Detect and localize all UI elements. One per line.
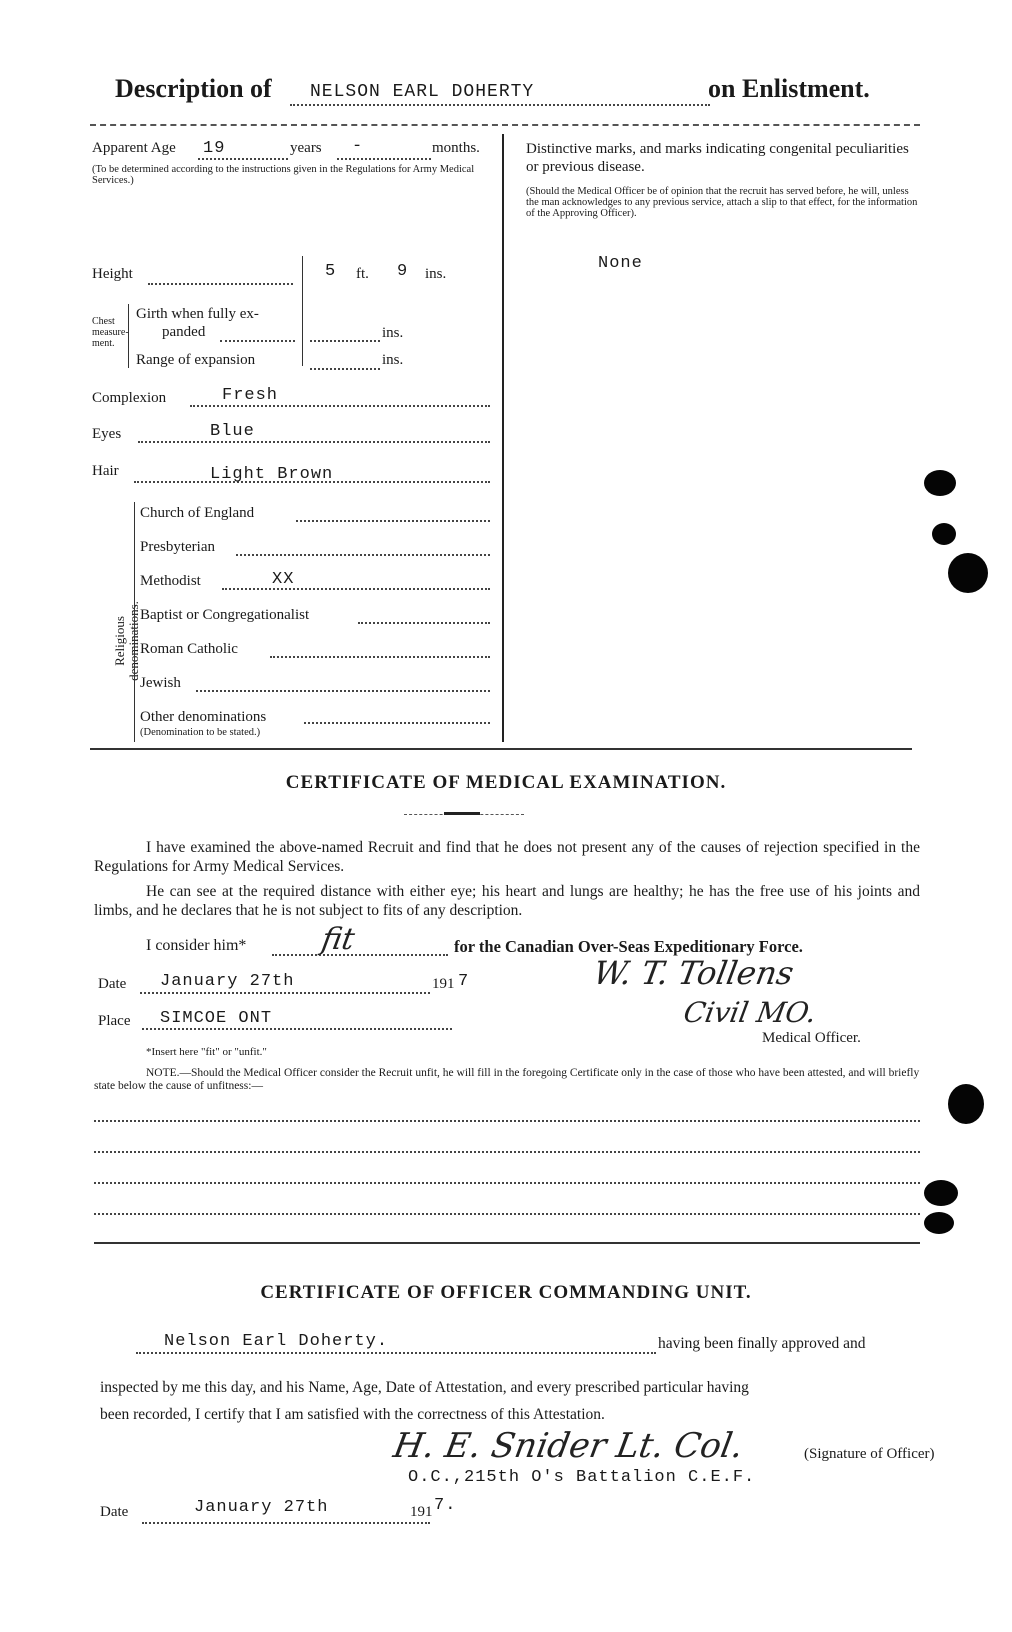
punch-hole-3 <box>948 553 988 593</box>
commanding-year-suffix: 7. <box>434 1496 457 1515</box>
religion-side-label: Religious denominations. <box>112 601 141 681</box>
distinctive-marks-value: None <box>598 254 643 273</box>
medical-year-prefix: 191 <box>432 976 455 992</box>
chest-label: Chest measure-ment. <box>92 316 129 349</box>
height-in-value: 9 <box>397 262 409 281</box>
commanding-year-prefix: 191 <box>410 1504 433 1520</box>
girth-label-1: Girth when fully ex- <box>136 306 259 322</box>
complexion-value: Fresh <box>222 386 279 405</box>
commanding-recruit-name: Nelson Earl Doherty. <box>164 1332 389 1351</box>
eyes-label: Eyes <box>92 426 122 442</box>
distinctive-marks-title: Distinctive marks, and marks indicating congenital peculiarities or previous disease. <box>526 141 909 175</box>
commanding-text-1: having been finally approved and <box>658 1335 866 1352</box>
eyes-value: Blue <box>210 422 255 441</box>
punch-hole-1 <box>924 470 956 496</box>
punch-hole-2 <box>932 523 956 545</box>
unfit-line-2 <box>94 1151 920 1153</box>
signature-of-officer-label: (Signature of Officer) <box>804 1446 935 1462</box>
medical-heading: CERTIFICATE OF MEDICAL EXAMINATION. <box>285 772 727 793</box>
height-label: Height <box>92 266 133 282</box>
medical-paragraph-1: I have examined the above-named Recruit and find that he does not present any of the causes of rejection specified in the Regulations for Army Medical Services. <box>94 839 920 875</box>
medical-date-value: January 27th <box>160 972 295 991</box>
unfit-line-4 <box>94 1213 920 1215</box>
commanding-heading: CERTIFICATE OF OFFICER COMMANDING UNIT. <box>260 1282 752 1303</box>
ins-label: ins. <box>425 266 447 282</box>
commanding-text-2: inspected by me this day, and his Name, Age, Date of Attestation, and every prescribed particular having <box>100 1379 749 1396</box>
commanding-date-label: Date <box>100 1504 129 1520</box>
unfit-note: NOTE.—Should the Medical Officer consider the Recruit unfit, he will fill in the foregoing Certificate only in the case of those who have been attested, and will briefly state below the cause of unfitness:— <box>94 1067 920 1092</box>
medical-officer-label: Medical Officer. <box>762 1030 861 1046</box>
medical-heading-rule-mid <box>444 812 480 815</box>
religion-baptist: Baptist or Congregationalist <box>140 607 310 623</box>
religion-side-label-wrap <box>112 572 141 702</box>
insert-note: *Insert here "fit" or "unfit." <box>146 1046 267 1058</box>
medical-paragraph-2: He can see at the required distance with either eye; his heart and lungs are healthy; he has the free use of his joints and limbs, and he declares that he is not subject to fits of any description. <box>94 883 920 919</box>
commanding-date-value: January 27th <box>194 1498 329 1517</box>
section-divider <box>94 1242 920 1244</box>
commanding-officer-typed: O.C.,215th O's Battalion C.E.F. <box>408 1468 756 1487</box>
title-left: Description of <box>115 74 272 103</box>
age-months-value: - <box>352 137 364 156</box>
hair-value: Light Brown <box>210 465 334 484</box>
bracket-line <box>302 256 303 366</box>
girth-ins-label: ins. <box>382 325 404 341</box>
age-label: Apparent Age <box>92 140 176 156</box>
distinctive-marks-note: (Should the Medical Officer be of opinion that the recruit has served before, he will, unless the man acknowledges to any previous service, attach a slip to that effect, for the information of the Approving Officer). <box>526 186 918 219</box>
right-bottom-rule <box>502 748 912 750</box>
range-label: Range of expansion <box>136 352 256 368</box>
chest-bracket <box>128 304 129 368</box>
other-denomination-note: (Denomination to be stated.) <box>140 727 261 738</box>
place-label: Place <box>98 1013 131 1029</box>
months-label: months. <box>432 140 480 156</box>
religion-presbyterian: Presbyterian <box>140 539 215 555</box>
fit-value: fit <box>318 922 358 957</box>
recruit-name-header: NELSON EARL DOHERTY <box>310 82 535 102</box>
height-ft-value: 5 <box>325 262 337 281</box>
medical-date-label: Date <box>98 976 127 992</box>
age-note: (To be determined according to the instructions given in the Regulations for Army Medical Services.) <box>92 164 475 186</box>
unfit-line-3 <box>94 1182 920 1184</box>
religion-other: Other denominations <box>140 709 267 725</box>
top-rule <box>90 124 920 126</box>
methodist-mark: XX <box>272 570 295 589</box>
medical-officer-title: Civil MO. <box>681 996 819 1029</box>
religion-jewish: Jewish <box>140 675 181 691</box>
complexion-label: Complexion <box>92 390 167 406</box>
left-bottom-rule <box>90 748 510 750</box>
hair-label: Hair <box>92 463 119 479</box>
place-value: SIMCOE ONT <box>160 1009 273 1028</box>
medical-year-suffix: 7 <box>458 972 470 991</box>
punch-hole-6 <box>924 1212 954 1234</box>
religion-bracket <box>134 502 135 742</box>
age-years-value: 19 <box>203 139 226 158</box>
title-right: on Enlistment. <box>708 74 870 103</box>
girth-label-2: panded <box>162 324 206 340</box>
consider-label: I consider him* <box>146 937 247 954</box>
commanding-text-3: been recorded, I certify that I am satisfied with the correctness of this Attestation. <box>100 1406 605 1423</box>
punch-hole-4 <box>948 1084 984 1124</box>
unfit-line-1 <box>94 1120 920 1122</box>
punch-hole-5 <box>924 1180 958 1206</box>
years-label: years <box>290 140 322 156</box>
force-label: for the Canadian Over-Seas Expeditionary Force. <box>454 937 803 956</box>
religion-roman-catholic: Roman Catholic <box>140 641 238 657</box>
religion-methodist: Methodist <box>140 573 201 589</box>
ft-label: ft. <box>356 266 369 282</box>
range-ins-label: ins. <box>382 352 404 368</box>
religion-church-of-england: Church of England <box>140 505 255 521</box>
column-divider <box>502 134 504 742</box>
medical-officer-signature: W. T. Tollens <box>590 954 797 992</box>
commanding-officer-signature: H. E. Snider Lt. Col. <box>390 1426 747 1466</box>
